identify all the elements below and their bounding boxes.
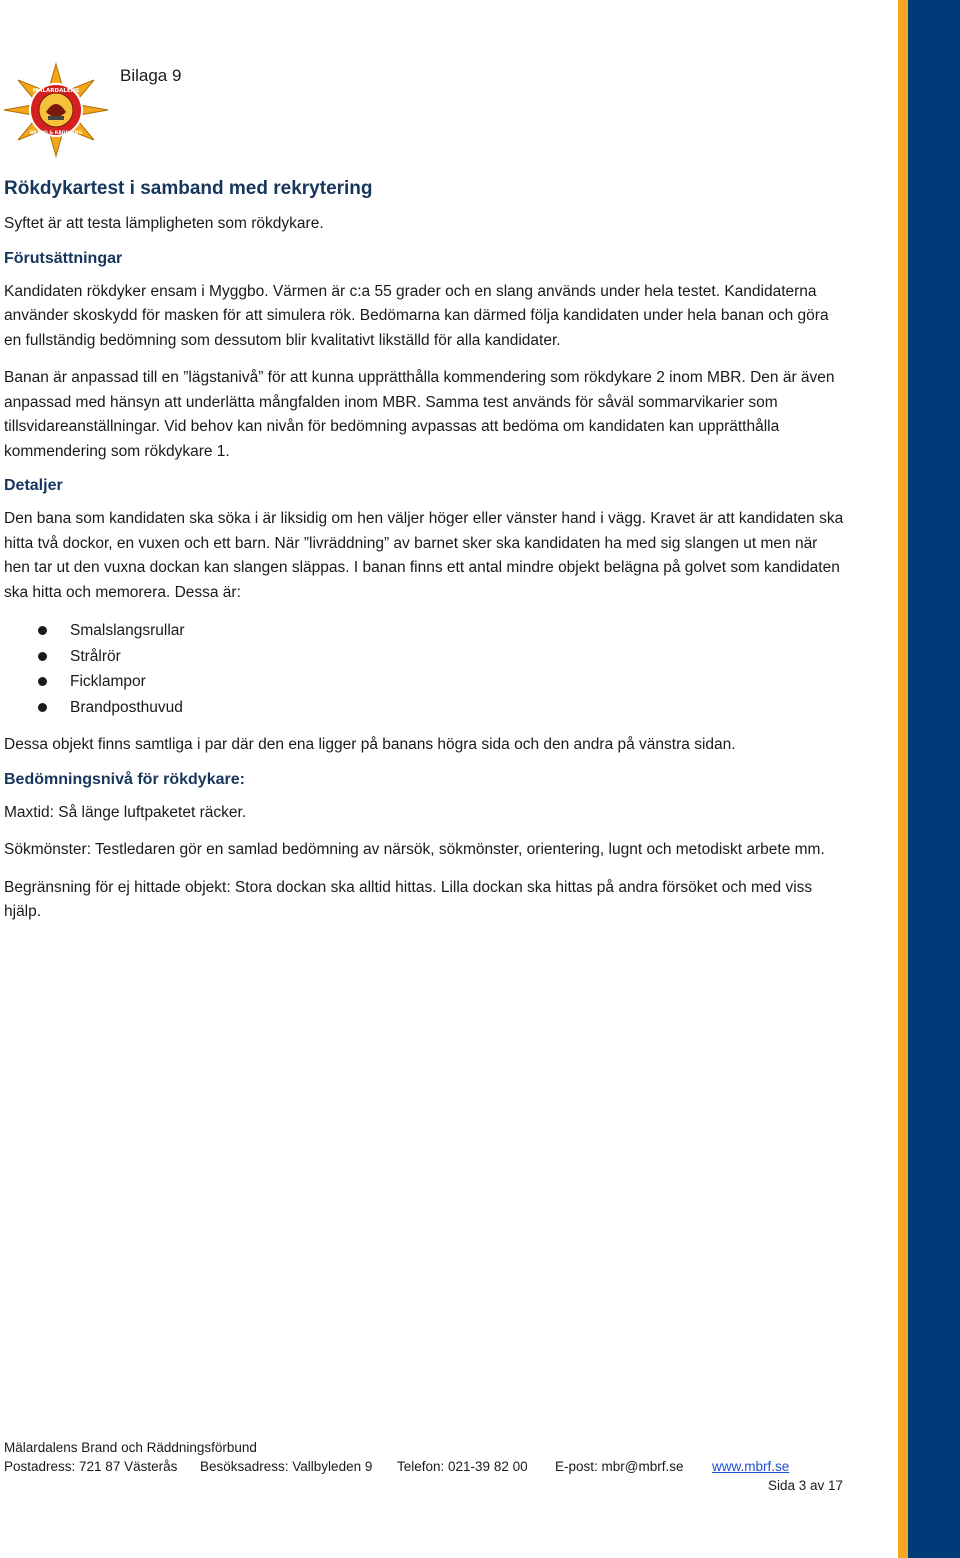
footer-page-row	[4, 1476, 852, 1495]
list-item	[4, 618, 844, 644]
document-body	[4, 178, 844, 938]
footer-visiting-address: Besöksadress: Vallbyleden 9	[200, 1459, 373, 1474]
bullet-icon	[38, 677, 47, 686]
list-item	[4, 669, 844, 695]
paragraph-pairs: Dessa objekt finns samtliga i par där den ena ligger på banans högra sida och den andra på vänstra sidan.	[4, 736, 736, 753]
footer-email: E-post: mbr@mbrf.se	[555, 1459, 684, 1474]
side-stripe-yellow	[898, 0, 908, 1558]
purpose-text: Syftet är att testa lämpligheten som rökdykare.	[4, 215, 324, 232]
section-heading-detaljer: Detaljer	[4, 477, 63, 494]
list-item-label: Brandposthuvud	[70, 698, 183, 716]
footer-website-link[interactable]: www.mbrf.se	[712, 1459, 790, 1474]
footer-org-row	[4, 1438, 852, 1457]
paragraph-level: Banan är anpassad till en ”lägstanivå” för att kunna upprätthålla kommendering som rökdykare 2 inom MBR. Den är även anpassad med hänsyn att underlätta mångfalden inom MBR. Samma test används för såväl sommarvikarier som tillsvidareanställningar. Vid behov kan nivån för bedömning avpassas att bedöma om kandidaten kan upprätthålla kommendering som rökdykare 1.	[4, 369, 835, 460]
side-stripe-blue	[908, 0, 960, 1558]
paragraph-sokmonster: Sökmönster: Testledaren gör en samlad bedömning av närsök, sökmönster, orientering, lugnt och metodiskt arbete mm.	[4, 841, 825, 858]
side-stripe	[898, 0, 960, 1558]
bullet-icon	[38, 652, 47, 661]
list-item	[4, 695, 844, 721]
paragraph-conditions: Kandidaten rökdyker ensam i Myggbo. Värmen är c:a 55 grader och en slang används under hela testet. Kandidaterna använder skoskydd för masken för att simulera rök. Bedömarna kan därmed följa kandidaten under hela banan och göra en fullständig bedömning som dessutom blir kvalitativt likställd för alla kandidater.	[4, 282, 829, 349]
bullet-icon	[38, 626, 47, 635]
paragraph-maxtid: Maxtid: Så länge luftpaketet räcker.	[4, 803, 247, 821]
organization-logo	[2, 62, 110, 158]
svg-text:MÄLARDALENS: MÄLARDALENS	[32, 88, 80, 94]
section-heading-forutsattningar: Förutsättningar	[4, 249, 123, 267]
object-list	[4, 618, 844, 720]
section-heading-bedomning: Bedömningsnivå för rökdykare:	[4, 770, 245, 788]
document-title: Rökdykartest i samband med rekrytering	[4, 178, 373, 199]
footer-postal-address: Postadress: 721 87 Västerås	[4, 1459, 178, 1474]
list-item-label: Smalslangsrullar	[70, 622, 185, 639]
list-item-label: Strålrör	[70, 647, 121, 665]
footer-phone: Telefon: 021-39 82 00	[397, 1459, 528, 1474]
page-number: Sida 3 av 17	[767, 1478, 843, 1493]
list-item	[4, 644, 844, 670]
svg-text:BRAND & RÄDDNING: BRAND & RÄDDNING	[29, 131, 83, 136]
paragraph-begransning: Begränsning för ej hittade objekt: Stora dockan ska alltid hittas. Lilla dockan ska hittas på andra försöket och med viss hjälp.	[4, 878, 813, 920]
page-footer	[4, 1438, 852, 1495]
footer-org-name: Mälardalens Brand och Räddningsförbund	[4, 1440, 257, 1455]
paragraph-details: Den bana som kandidaten ska söka i är liksidig om hen väljer höger eller vänster hand i vägg. Kravet är att kandidaten ska hitta två dockor, en vuxen och ett barn. När ”livräddning” av barnet sker ska kandidaten ha med sig slangen ut men när hen tar ut den vuxna dockan kan slangen släppas. I banan finns ett antal mindre objekt belägna på golvet som kandidaten ska hitta och memorera. Dessa är:	[4, 510, 844, 601]
footer-contact-row	[4, 1457, 852, 1476]
bullet-icon	[38, 703, 47, 712]
list-item-label: Ficklampor	[70, 673, 146, 690]
appendix-label: Bilaga 9	[120, 66, 182, 85]
